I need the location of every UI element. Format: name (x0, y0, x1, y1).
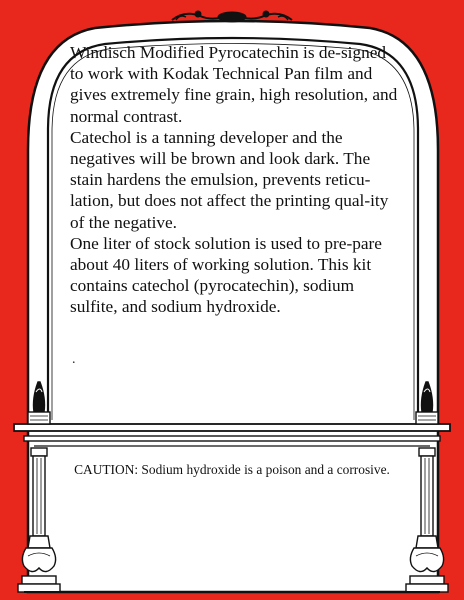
stray-mark: . (72, 352, 76, 367)
catechol-paragraph: Catechol is a tanning developer and the negatives will be brown and look dark. The stain hardens the emulsion, prevents reticu-lation, but does not affect the printing qual-ity of the negative. (70, 127, 389, 232)
kit-contents-paragraph: One liter of stock solution is used to pre-pare about 40 liters of working solution. This kit contains catechol (pyrocatechin), sodium sulfite, and sodium hydroxide. (70, 233, 382, 317)
caution-notice: CAUTION: Sodium hydroxide is a poison and a corrosive. (74, 462, 390, 477)
intro-paragraph: Windisch Modified Pyrocatechin is de-signed to work with Kodak Technical Pan film and gives extremely fine grain, high resolution, and normal contrast. (70, 43, 398, 126)
scroll-ornament-icon (172, 11, 292, 22)
description-text (70, 42, 400, 318)
